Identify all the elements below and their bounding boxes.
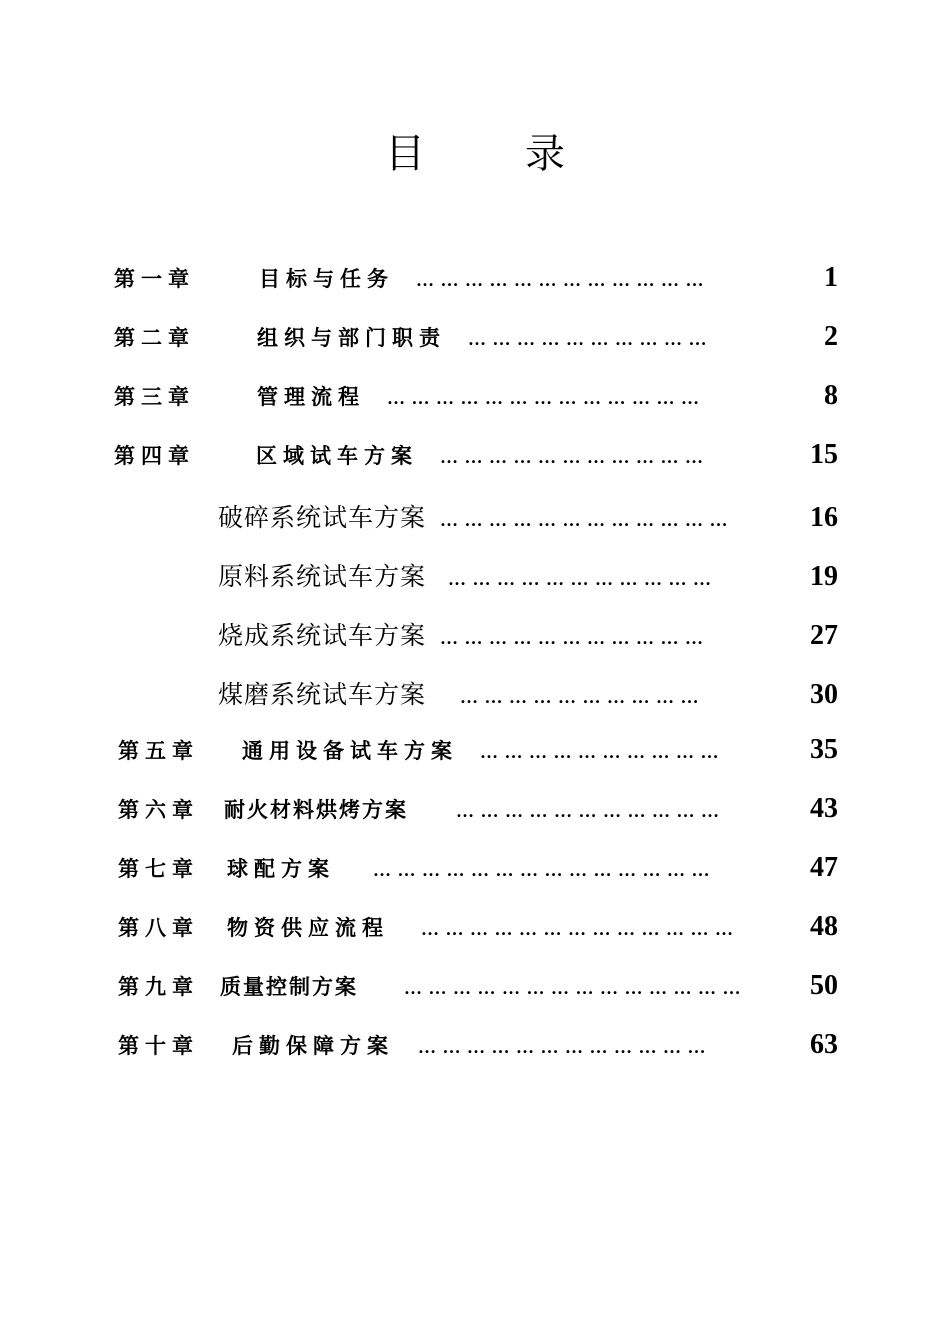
page-number: 27 [810,620,838,651]
section-title: 原料系统试车方案 [218,562,427,591]
page-number: 1 [824,262,838,293]
chapter-title: 目标与任务 [259,267,394,291]
dot-leader: … … … … … … … … … … … [448,569,713,589]
page-number: 8 [824,380,838,411]
page-number: 35 [810,734,838,765]
dot-leader: … … … … … … … … … … [460,687,700,707]
dot-leader: … … … … … … … … … … … … [416,270,705,290]
chapter-title: 耐火材料烘烤方案 [224,798,408,822]
page-number: 47 [810,852,838,883]
toc-subentry[interactable] [218,498,838,534]
section-title: 煤磨系统试车方案 [218,680,427,709]
toc-entry[interactable] [114,380,838,412]
toc-entry[interactable] [114,262,838,294]
toc-subentry[interactable] [218,675,838,711]
chapter-title: 质量控制方案 [220,975,358,999]
dot-leader: … … … … … … … … … … [468,329,708,349]
chapter-label: 第九章 [118,975,199,999]
toc-subentry[interactable] [218,616,838,652]
page-number: 16 [810,502,838,533]
chapter-label: 第六章 [118,798,199,822]
chapter-label: 第二章 [114,326,195,350]
dot-leader: … … … … … … … … … … … … [440,510,729,530]
title-char-1: 目 [385,131,425,177]
page-number: 50 [810,970,838,1001]
toc-entry[interactable] [118,852,838,884]
chapter-title: 管理流程 [257,385,365,409]
chapter-title: 球配方案 [227,857,335,881]
toc-entry[interactable] [114,321,838,353]
page-number: 30 [810,679,838,710]
chapter-label: 第八章 [118,916,199,940]
page-number: 19 [810,561,838,592]
chapter-title: 物资供应流程 [227,916,389,940]
toc-entry[interactable] [118,1029,838,1061]
dot-leader: … … … … … … … … … … … … … … [373,860,711,880]
page-number: 2 [824,321,838,352]
chapter-label: 第四章 [114,444,195,468]
title-char-2: 录 [525,131,565,177]
page-number: 63 [810,1029,838,1060]
toc-entry[interactable] [118,911,838,943]
chapter-label: 第五章 [118,739,199,763]
chapter-title: 区域试车方案 [256,444,418,468]
dot-leader: … … … … … … … … … … … … … [387,388,700,408]
toc-entry[interactable] [118,970,838,1002]
toc-entry[interactable] [118,793,838,825]
chapter-title: 后勤保障方案 [232,1034,394,1058]
page-number: 43 [810,793,838,824]
chapter-label: 第十章 [118,1034,199,1058]
dot-leader: … … … … … … … … … … … [456,801,720,821]
dot-leader: … … … … … … … … … … … … … [421,919,734,939]
chapter-title: 组织与部门职责 [257,326,446,350]
chapter-label: 第三章 [114,385,195,409]
chapter-label: 第七章 [118,857,199,881]
toc-subentry[interactable] [218,557,838,593]
toc-entry[interactable] [118,734,838,766]
page-number: 48 [810,911,838,942]
section-title: 破碎系统试车方案 [218,503,427,532]
page-number: 15 [810,439,838,470]
chapter-label: 第一章 [114,267,195,291]
dot-leader: … … … … … … … … … … [480,742,720,762]
dot-leader: … … … … … … … … … … … [440,447,704,467]
chapter-title: 通用设备试车方案 [242,739,458,763]
dot-leader: … … … … … … … … … … … … … … [404,978,742,998]
dot-leader: … … … … … … … … … … … … [418,1037,707,1057]
section-title: 烧成系统试车方案 [218,621,427,650]
dot-leader: … … … … … … … … … … … [440,628,705,648]
toc-entry[interactable] [114,439,838,471]
